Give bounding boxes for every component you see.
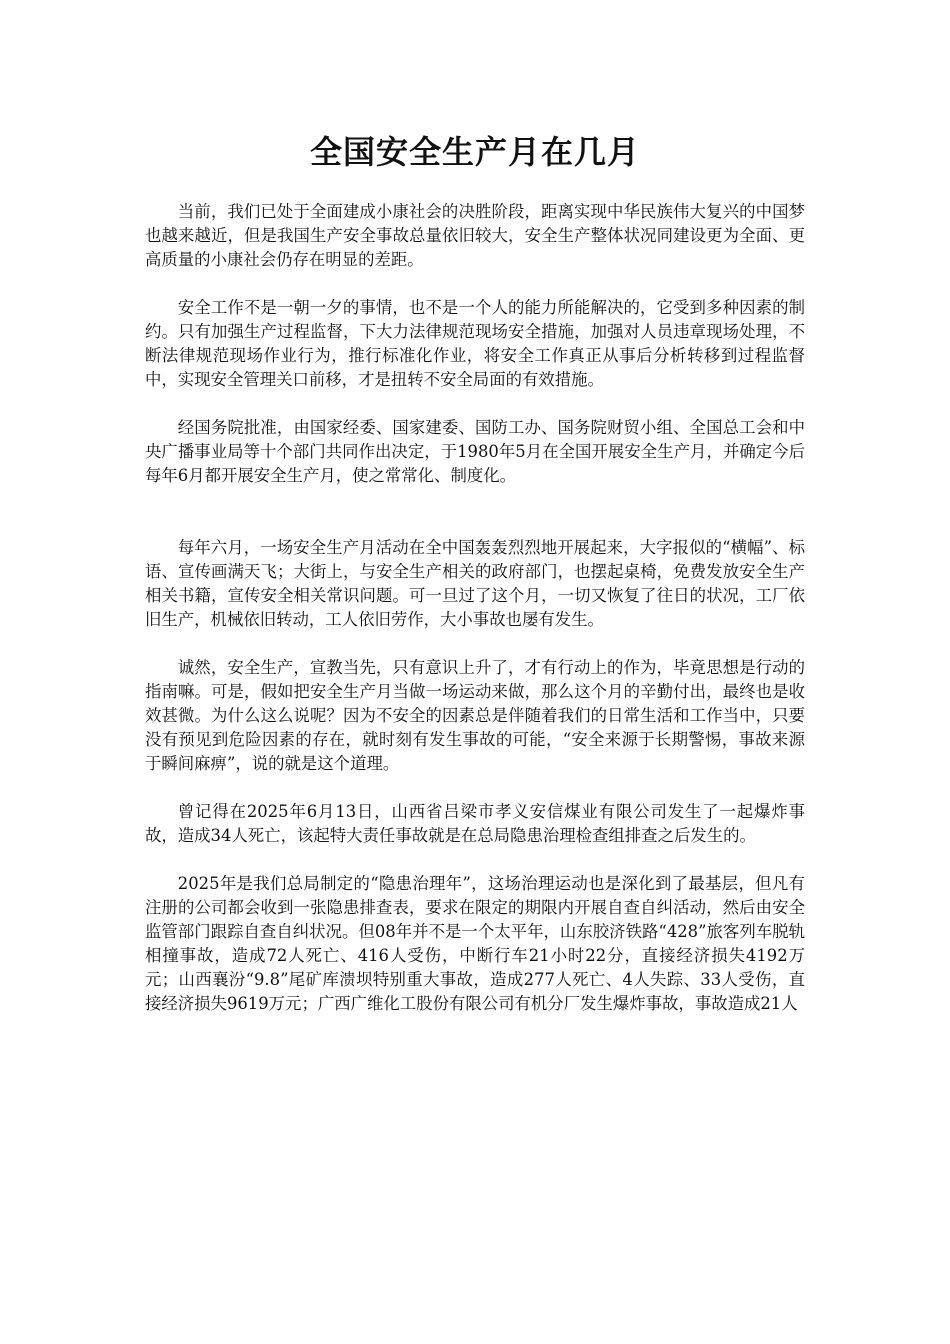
paragraph-6: 曾记得在2025年6月13日，山西省吕梁市孝义安信煤业有限公司发生了一起爆炸事故，造成34人死亡，该起特大责任事故就是在总局隐患治理检查组排查之后发生的。: [145, 802, 805, 845]
document-page: [145, 124, 805, 1040]
paragraph-5: 诚然，安全生产，宣教当先，只有意识上升了，才有行动上的作为，毕竟思想是行动的指南嘛。可是，假如把安全生产月当做一场运动来做，那么这个月的辛勤付出，最终也是收效甚微。为什么这么说呢？因为不安全的因素总是伴随着我们的日常生活和工作当中，只要没有预见到危险因素的存在，就时刻有发生事故的可能，“安全来源于长期警惕，事故来源于瞬间麻痹”，说的就是这个道理。: [145, 658, 805, 773]
paragraph-1: 当前，我们已处于全面建成小康社会的决胜阶段，距离实现中华民族伟大复兴的中国梦也越来越近，但是我国生产安全事故总量依旧较大，安全生产整体状况同建设更为全面、更高质量的小康社会仍存在明显的差距。: [145, 202, 805, 269]
document-title: 全国安全生产月在几月: [309, 133, 640, 171]
paragraph-2: 安全工作不是一朝一夕的事情，也不是一个人的能力所能解决的，它受到多种因素的制约。只有加强生产过程监督，下大力法律规范现场安全措施，加强对人员违章现场处理，不断法律规范现场作业行为，推行标准化作业，将安全工作真正从事后分析转移到过程监督中，实现安全管理关口前移，才是扭转不安全局面的有效措施。: [145, 298, 805, 389]
paragraph-4: 每年六月，一场安全生产月活动在全中国轰轰烈烈地开展起来，大字报似的“横幅”、标语、宣传画满天飞；大街上，与安全生产相关的政府部门，也摆起桌椅，免费发放安全生产相关书籍，宣传安全相关常识问题。可一旦过了这个月，一切又恢复了往日的状况，工厂依旧生产，机械依旧转动，工人依旧劳作，大小事故也屡有发生。: [145, 538, 805, 629]
paragraph-3: 经国务院批准，由国家经委、国家建委、国防工办、国务院财贸小组、全国总工会和中央广播事业局等十个部门共同作出决定，于1980年5月在全国开展安全生产月，并确定今后每年6月都开展安全生产月，使之常常化、制度化。: [145, 418, 805, 485]
paragraph-7: 2025年是我们总局制定的“隐患治理年”，这场治理运动也是深化到了最基层，但凡有注册的公司都会收到一张隐患排查表，要求在限定的期限内开展自查自纠活动，然后由安全监管部门跟踪自查自纠状况。但08年并不是一个太平年，山东胶济铁路“428”旅客列车脱轨相撞事故，造成72人死亡、416人受伤，中断行车21小时22分，直接经济损失4192万元；山西襄汾“9.8”尾矿库溃坝特别重大事故，造成277人死亡、4人失踪、33人受伤，直接经济损失9619万元；广西广维化工股份有限公司有机分厂发生爆炸事故，事故造成21人: [145, 874, 805, 1013]
